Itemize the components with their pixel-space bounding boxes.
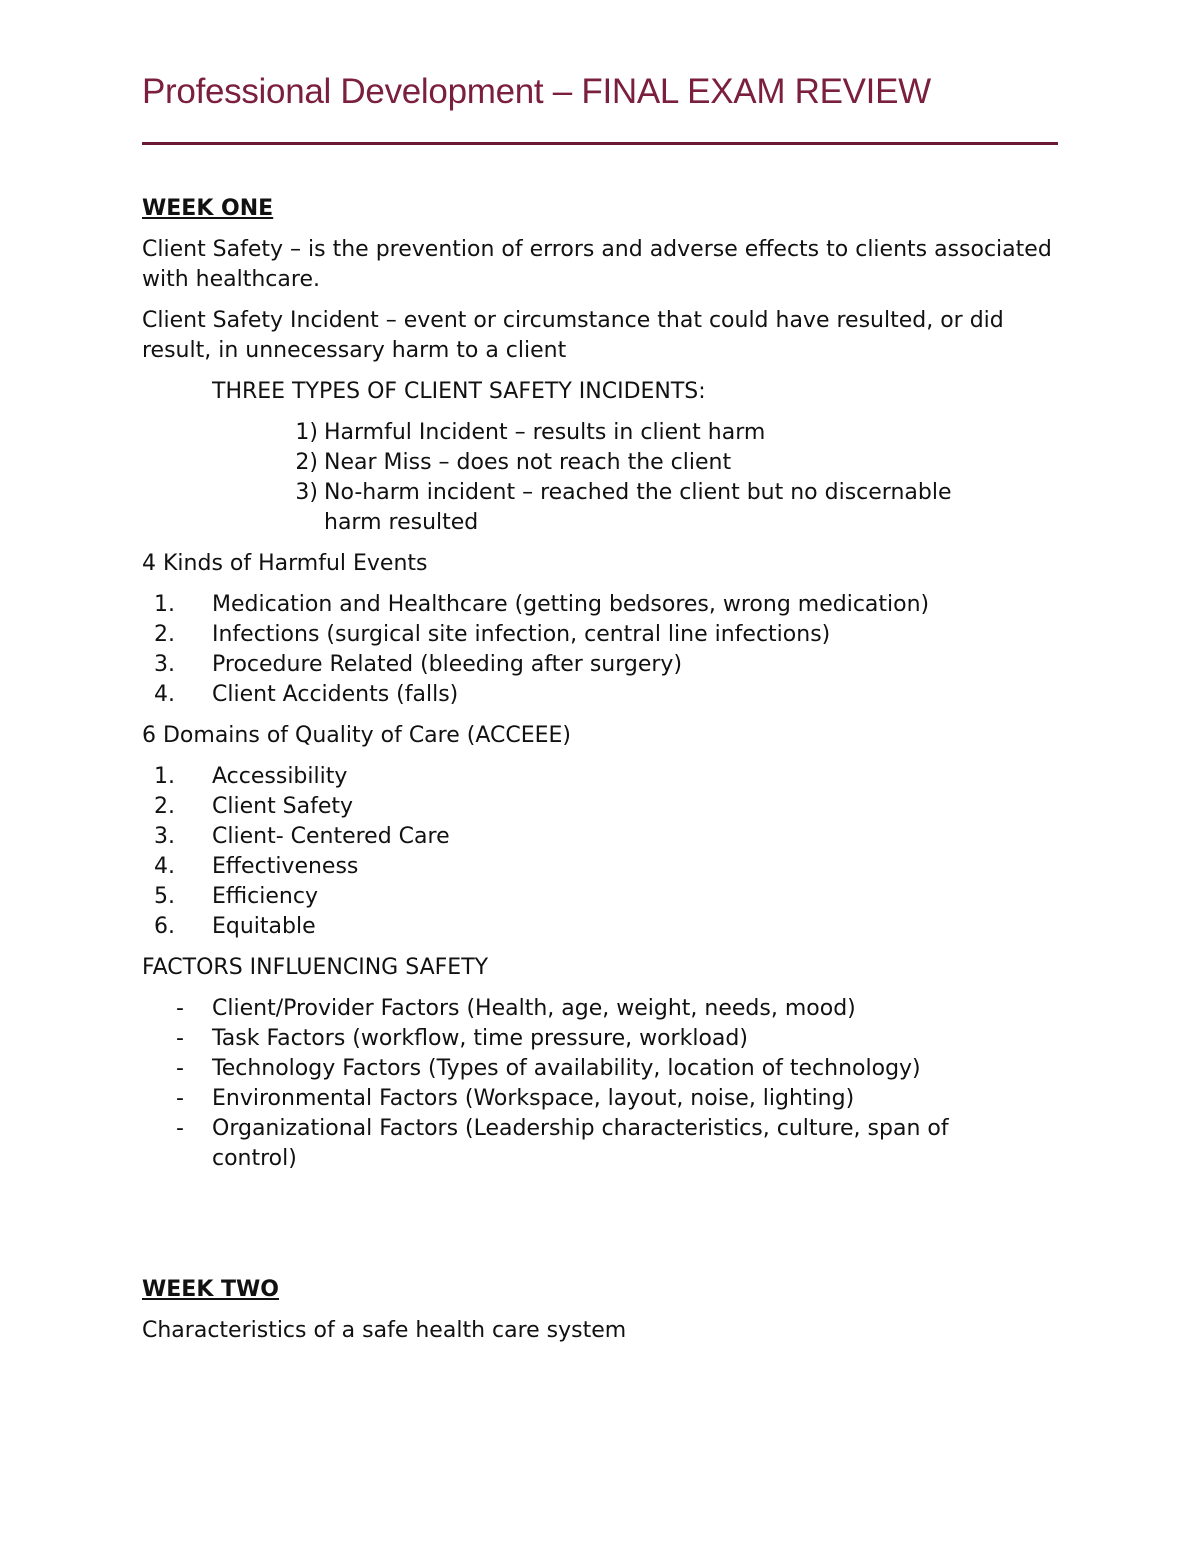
- list-item: [142, 620, 1058, 650]
- list-item: [142, 680, 1058, 710]
- list-item: [142, 762, 1058, 792]
- list-item: [142, 448, 1058, 478]
- document-body: [142, 194, 1058, 1357]
- list-item: [142, 1054, 1058, 1084]
- list-number: 3.: [154, 652, 175, 677]
- list-item: [142, 852, 1058, 882]
- factors-label: FACTORS INFLUENCING SAFETY: [142, 955, 489, 980]
- list-bullet: -: [176, 1056, 184, 1081]
- list-item: [142, 912, 1058, 942]
- week-one-heading: WEEK ONE: [142, 196, 274, 221]
- list-item-text: Technology Factors (Types of availability, location of technology): [212, 1056, 921, 1081]
- list-item-text: Task Factors (workflow, time pressure, workload): [212, 1026, 748, 1051]
- list-item: [142, 882, 1058, 912]
- list-item-text: Organizational Factors (Leadership characteristics, culture, span of control): [212, 1116, 949, 1171]
- list-item-text: Environmental Factors (Workspace, layout, noise, lighting): [212, 1086, 855, 1111]
- list-item-text: No-harm incident – reached the client but no discernable harm resulted: [324, 480, 952, 535]
- list-item-text: Effectiveness: [212, 854, 359, 879]
- list-item-text: Client Accidents (falls): [212, 682, 459, 707]
- list-item-text: Harmful Incident – results in client harm: [324, 420, 766, 445]
- list-bullet: -: [176, 1116, 184, 1141]
- list-item: [142, 994, 1058, 1024]
- list-item: [142, 650, 1058, 680]
- list-item-text: Medication and Healthcare (getting bedsores, wrong medication): [212, 592, 930, 617]
- list-item: [142, 822, 1058, 852]
- list-number: 2): [295, 450, 318, 475]
- list-number: 6.: [154, 914, 175, 939]
- incident-types-list: [142, 418, 1058, 538]
- list-item-text: Near Miss – does not reach the client: [324, 450, 732, 475]
- list-item: [142, 1024, 1058, 1054]
- list-item: [142, 1114, 1058, 1174]
- list-item: [142, 418, 1058, 448]
- factors-list: [142, 994, 1058, 1174]
- list-number: 2.: [154, 622, 175, 647]
- list-item-text: Client Safety: [212, 794, 354, 819]
- title-divider: [142, 142, 1058, 145]
- list-number: 1.: [154, 592, 175, 617]
- list-number: 3): [295, 480, 318, 505]
- document-title: Professional Development – FINAL EXAM REVIEW: [142, 72, 931, 111]
- list-bullet: -: [176, 1086, 184, 1111]
- list-item-text: Client/Provider Factors (Health, age, weight, needs, mood): [212, 996, 856, 1021]
- incident-types-label: THREE TYPES OF CLIENT SAFETY INCIDENTS:: [212, 379, 706, 404]
- list-number: 4.: [154, 854, 175, 879]
- client-safety-definition: Client Safety – is the prevention of errors and adverse effects to clients associated with healthcare.: [142, 237, 1052, 292]
- list-bullet: -: [176, 1026, 184, 1051]
- list-item: [142, 478, 1058, 538]
- list-item-text: Client- Centered Care: [212, 824, 450, 849]
- safe-system-characteristics: Characteristics of a safe health care system: [142, 1318, 627, 1343]
- list-number: 2.: [154, 794, 175, 819]
- quality-domains-list: [142, 762, 1058, 942]
- section-spacer: [142, 1185, 1058, 1275]
- list-item: [142, 792, 1058, 822]
- list-item-text: Equitable: [212, 914, 316, 939]
- list-number: 4.: [154, 682, 175, 707]
- list-number: 1): [295, 420, 318, 445]
- harmful-events-label: 4 Kinds of Harmful Events: [142, 551, 428, 576]
- list-number: 1.: [154, 764, 175, 789]
- list-item: [142, 590, 1058, 620]
- list-bullet: -: [176, 996, 184, 1021]
- list-number: 5.: [154, 884, 175, 909]
- list-item-text: Procedure Related (bleeding after surgery): [212, 652, 683, 677]
- list-item: [142, 1084, 1058, 1114]
- list-number: 3.: [154, 824, 175, 849]
- client-safety-incident-definition: Client Safety Incident – event or circumstance that could have resulted, or did result, in unnecessary harm to a client: [142, 308, 1004, 363]
- list-item-text: Efficiency: [212, 884, 318, 909]
- quality-domains-label: 6 Domains of Quality of Care (ACCEEE): [142, 723, 571, 748]
- list-item-text: Infections (surgical site infection, central line infections): [212, 622, 831, 647]
- week-two-heading: WEEK TWO: [142, 1277, 280, 1302]
- list-item-text: Accessibility: [212, 764, 348, 789]
- harmful-events-list: [142, 590, 1058, 710]
